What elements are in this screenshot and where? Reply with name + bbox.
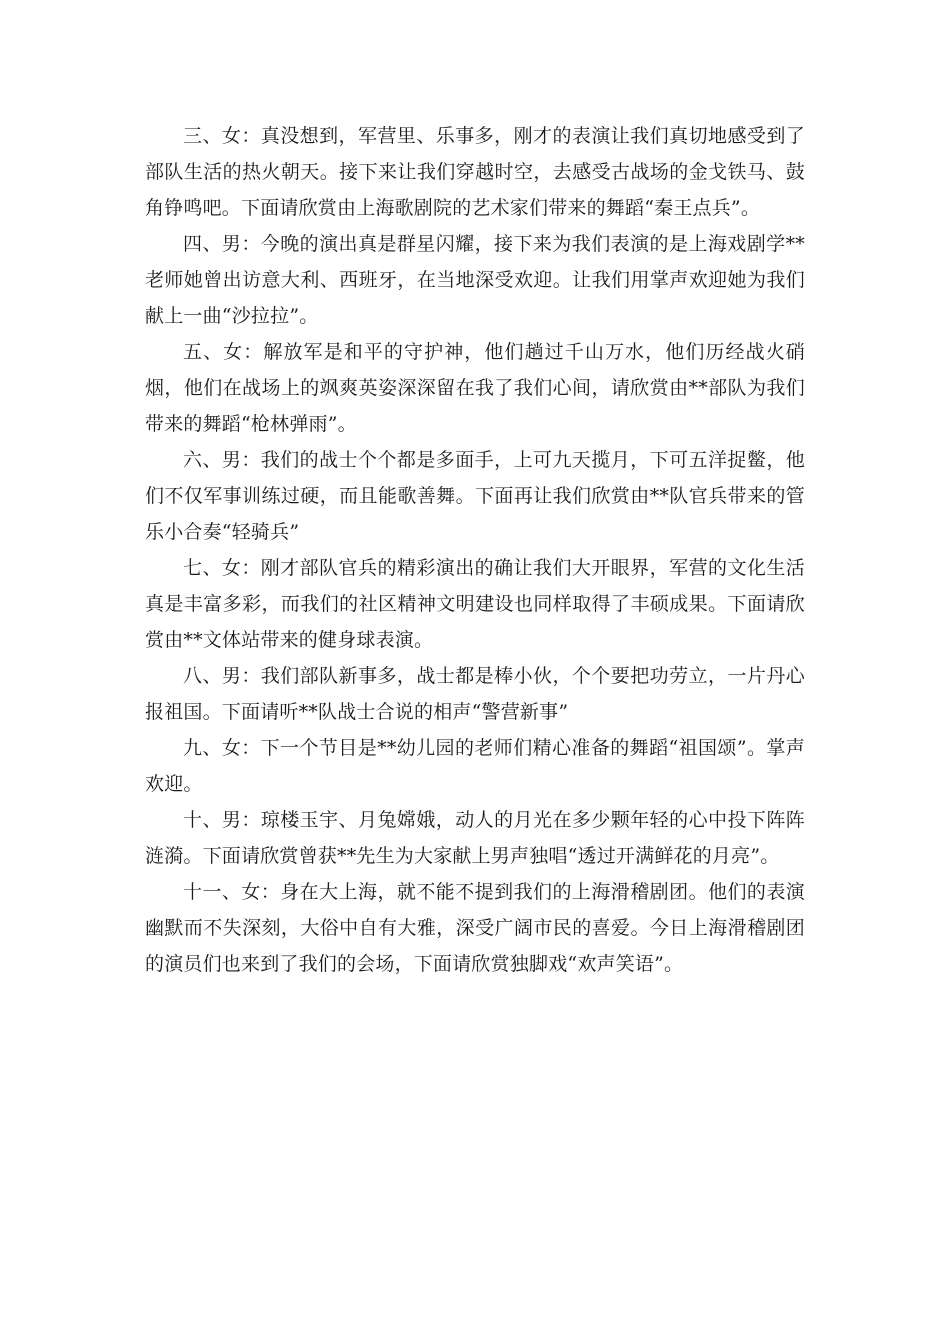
paragraph-7: 七、女：刚才部队官兵的精彩演出的确让我们大开眼界，军营的文化生活真是丰富多彩，而我们的社区精神文明建设也同样取得了丰硕成果。下面请欣赏由**文体站带来的健身球表演。 [145,557,805,651]
paragraph-11: 十一、女：身在大上海，就不能不提到我们的上海滑稽剧团。他们的表演幽默而不失深刻，大俗中自有大雅，深受广阔市民的喜爱。今日上海滑稽剧团的演员们也来到了我们的会场，下面请欣赏独脚戏“欢声笑语”。 [145,881,805,975]
paragraph-10: 十、男：琼楼玉宇、月兔嫦娥，动人的月光在多少颗年轻的心中投下阵阵涟漪。下面请欣赏曾获**先生为大家献上男声独唱“透过开满鲜花的月亮”。 [145,809,805,867]
document-body [145,118,805,982]
paragraph-9: 九、女：下一个节目是**幼儿园的老师们精心准备的舞蹈“祖国颂”。掌声欢迎。 [145,737,805,795]
paragraph-5: 五、女：解放军是和平的守护神，他们趟过千山万水，他们历经战火硝烟，他们在战场上的飒爽英姿深深留在我了我们心间，请欣赏由**部队为我们带来的舞蹈“枪林弹雨”。 [145,341,805,435]
paragraph-3: 三、女：真没想到，军营里、乐事多，刚才的表演让我们真切地感受到了部队生活的热火朝天。接下来让我们穿越时空，去感受古战场的金戈铁马、鼓角铮鸣吧。下面请欣赏由上海歌剧院的艺术家们带来的舞蹈“秦王点兵”。 [145,125,805,219]
paragraph-4: 四、男：今晚的演出真是群星闪耀，接下来为我们表演的是上海戏剧学**老师她曾出访意大利、西班牙，在当地深受欢迎。让我们用掌声欢迎她为我们献上一曲“沙拉拉”。 [145,233,805,327]
paragraph-8: 八、男：我们部队新事多，战士都是棒小伙，个个要把功劳立，一片丹心报祖国。下面请听**队战士合说的相声“警营新事” [145,665,805,723]
paragraph-6: 六、男：我们的战士个个都是多面手，上可九天揽月，下可五洋捉鳖，他们不仅军事训练过硬，而且能歌善舞。下面再让我们欣赏由**队官兵带来的管乐小合奏“轻骑兵” [145,449,805,543]
